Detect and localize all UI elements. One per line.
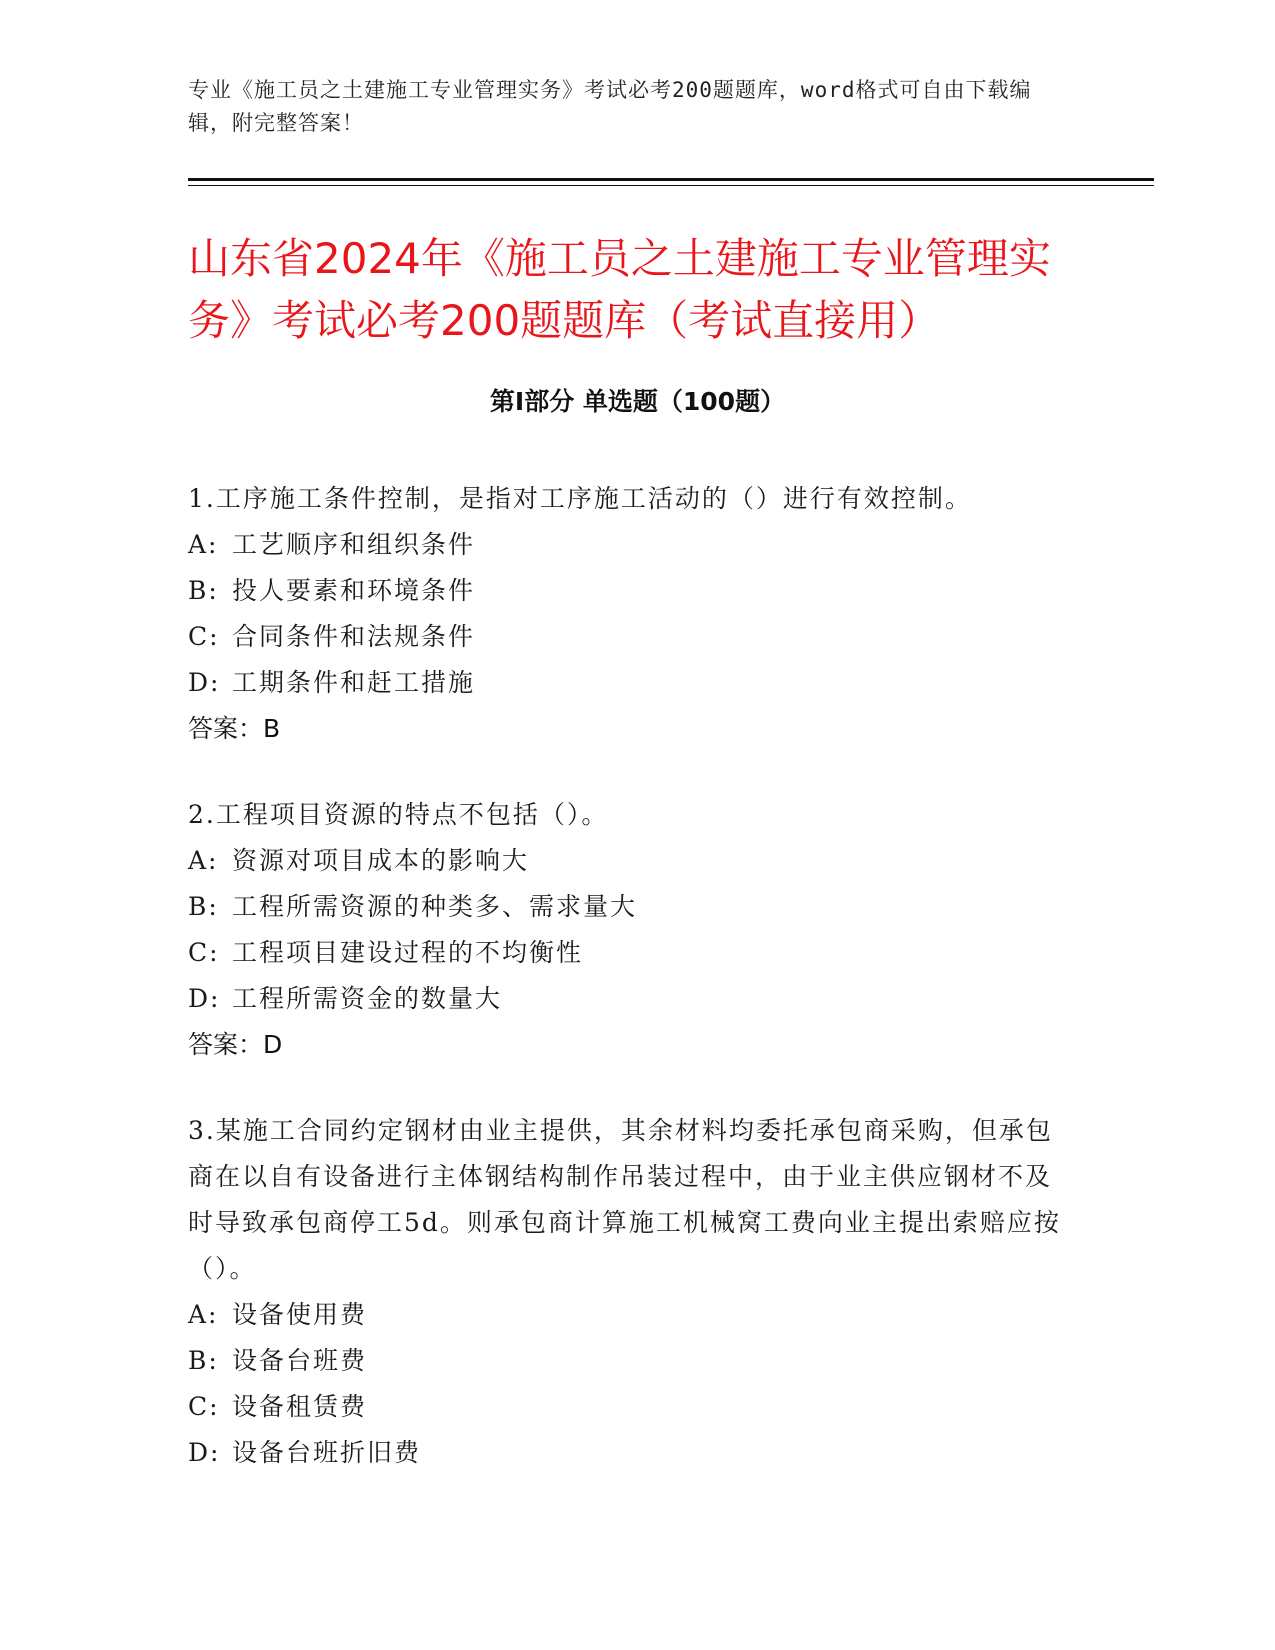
option-key: A:	[188, 1300, 219, 1329]
option-text: 工程所需资金的数量大	[232, 984, 503, 1013]
option-c	[188, 1384, 1068, 1430]
option-text: 设备租赁费	[232, 1392, 368, 1421]
question-list	[188, 476, 1068, 1516]
option-text: 设备台班费	[232, 1346, 368, 1375]
option-text: 工期条件和赶工措施	[232, 668, 476, 697]
option-a	[188, 522, 1068, 568]
option-text: 工艺顺序和组织条件	[232, 530, 476, 559]
option-d	[188, 1430, 1068, 1476]
option-key: B:	[188, 1346, 219, 1375]
option-text: 设备台班折旧费	[232, 1438, 422, 1467]
option-c	[188, 614, 1068, 660]
option-text: 工程所需资源的种类多、需求量大	[232, 892, 638, 921]
option-a	[188, 838, 1068, 884]
option-key: C:	[188, 622, 220, 651]
option-text: 资源对项目成本的影响大	[232, 846, 530, 875]
option-key: A:	[188, 846, 219, 875]
option-key: D:	[188, 668, 221, 697]
option-key: C:	[188, 1392, 220, 1421]
option-key: D:	[188, 1438, 221, 1467]
option-text: 合同条件和法规条件	[232, 622, 476, 651]
option-b	[188, 568, 1068, 614]
section-title: 第Ⅰ部分 单选题（100题）	[489, 387, 786, 416]
question-3	[188, 1108, 1068, 1476]
option-b	[188, 884, 1068, 930]
option-d	[188, 660, 1068, 706]
option-a	[188, 1292, 1068, 1338]
option-key: C:	[188, 938, 220, 967]
header-note: 专业《施工员之土建施工专业管理实务》考试必考200题题库，word格式可自由下载编辑，附完整答案！	[188, 78, 1032, 135]
option-key: A:	[188, 530, 219, 559]
option-key: B:	[188, 892, 219, 921]
option-key: B:	[188, 576, 219, 605]
question-stem: 1.工序施工条件控制，是指对工序施工活动的（）进行有效控制。	[188, 484, 972, 513]
question-2	[188, 792, 1068, 1068]
document-title: 山东省2024年《施工员之土建施工专业管理实务》考试必考200题题库（考试直接用）	[188, 234, 1051, 345]
option-text: 设备使用费	[232, 1300, 368, 1329]
option-d	[188, 976, 1068, 1022]
option-text: 投人要素和环境条件	[232, 576, 476, 605]
question-stem: 3.某施工合同约定钢材由业主提供，其余材料均委托承包商采购，但承包商在以自有设备进行主体钢结构制作吊装过程中，由于业主供应钢材不及时导致承包商停工5d。则承包商计算施工机械窝工费向业主提出索赔应按（）。	[188, 1116, 1061, 1283]
answer-line: 答案：D	[188, 1030, 283, 1059]
option-text: 工程项目建设过程的不均衡性	[232, 938, 584, 967]
question-1	[188, 476, 1068, 752]
option-b	[188, 1338, 1068, 1384]
answer-line: 答案：B	[188, 714, 281, 743]
question-stem: 2.工程项目资源的特点不包括（）。	[188, 800, 609, 829]
header-rule-thick	[188, 178, 1154, 181]
header-rule-thin	[188, 185, 1154, 186]
option-c	[188, 930, 1068, 976]
option-key: D:	[188, 984, 221, 1013]
